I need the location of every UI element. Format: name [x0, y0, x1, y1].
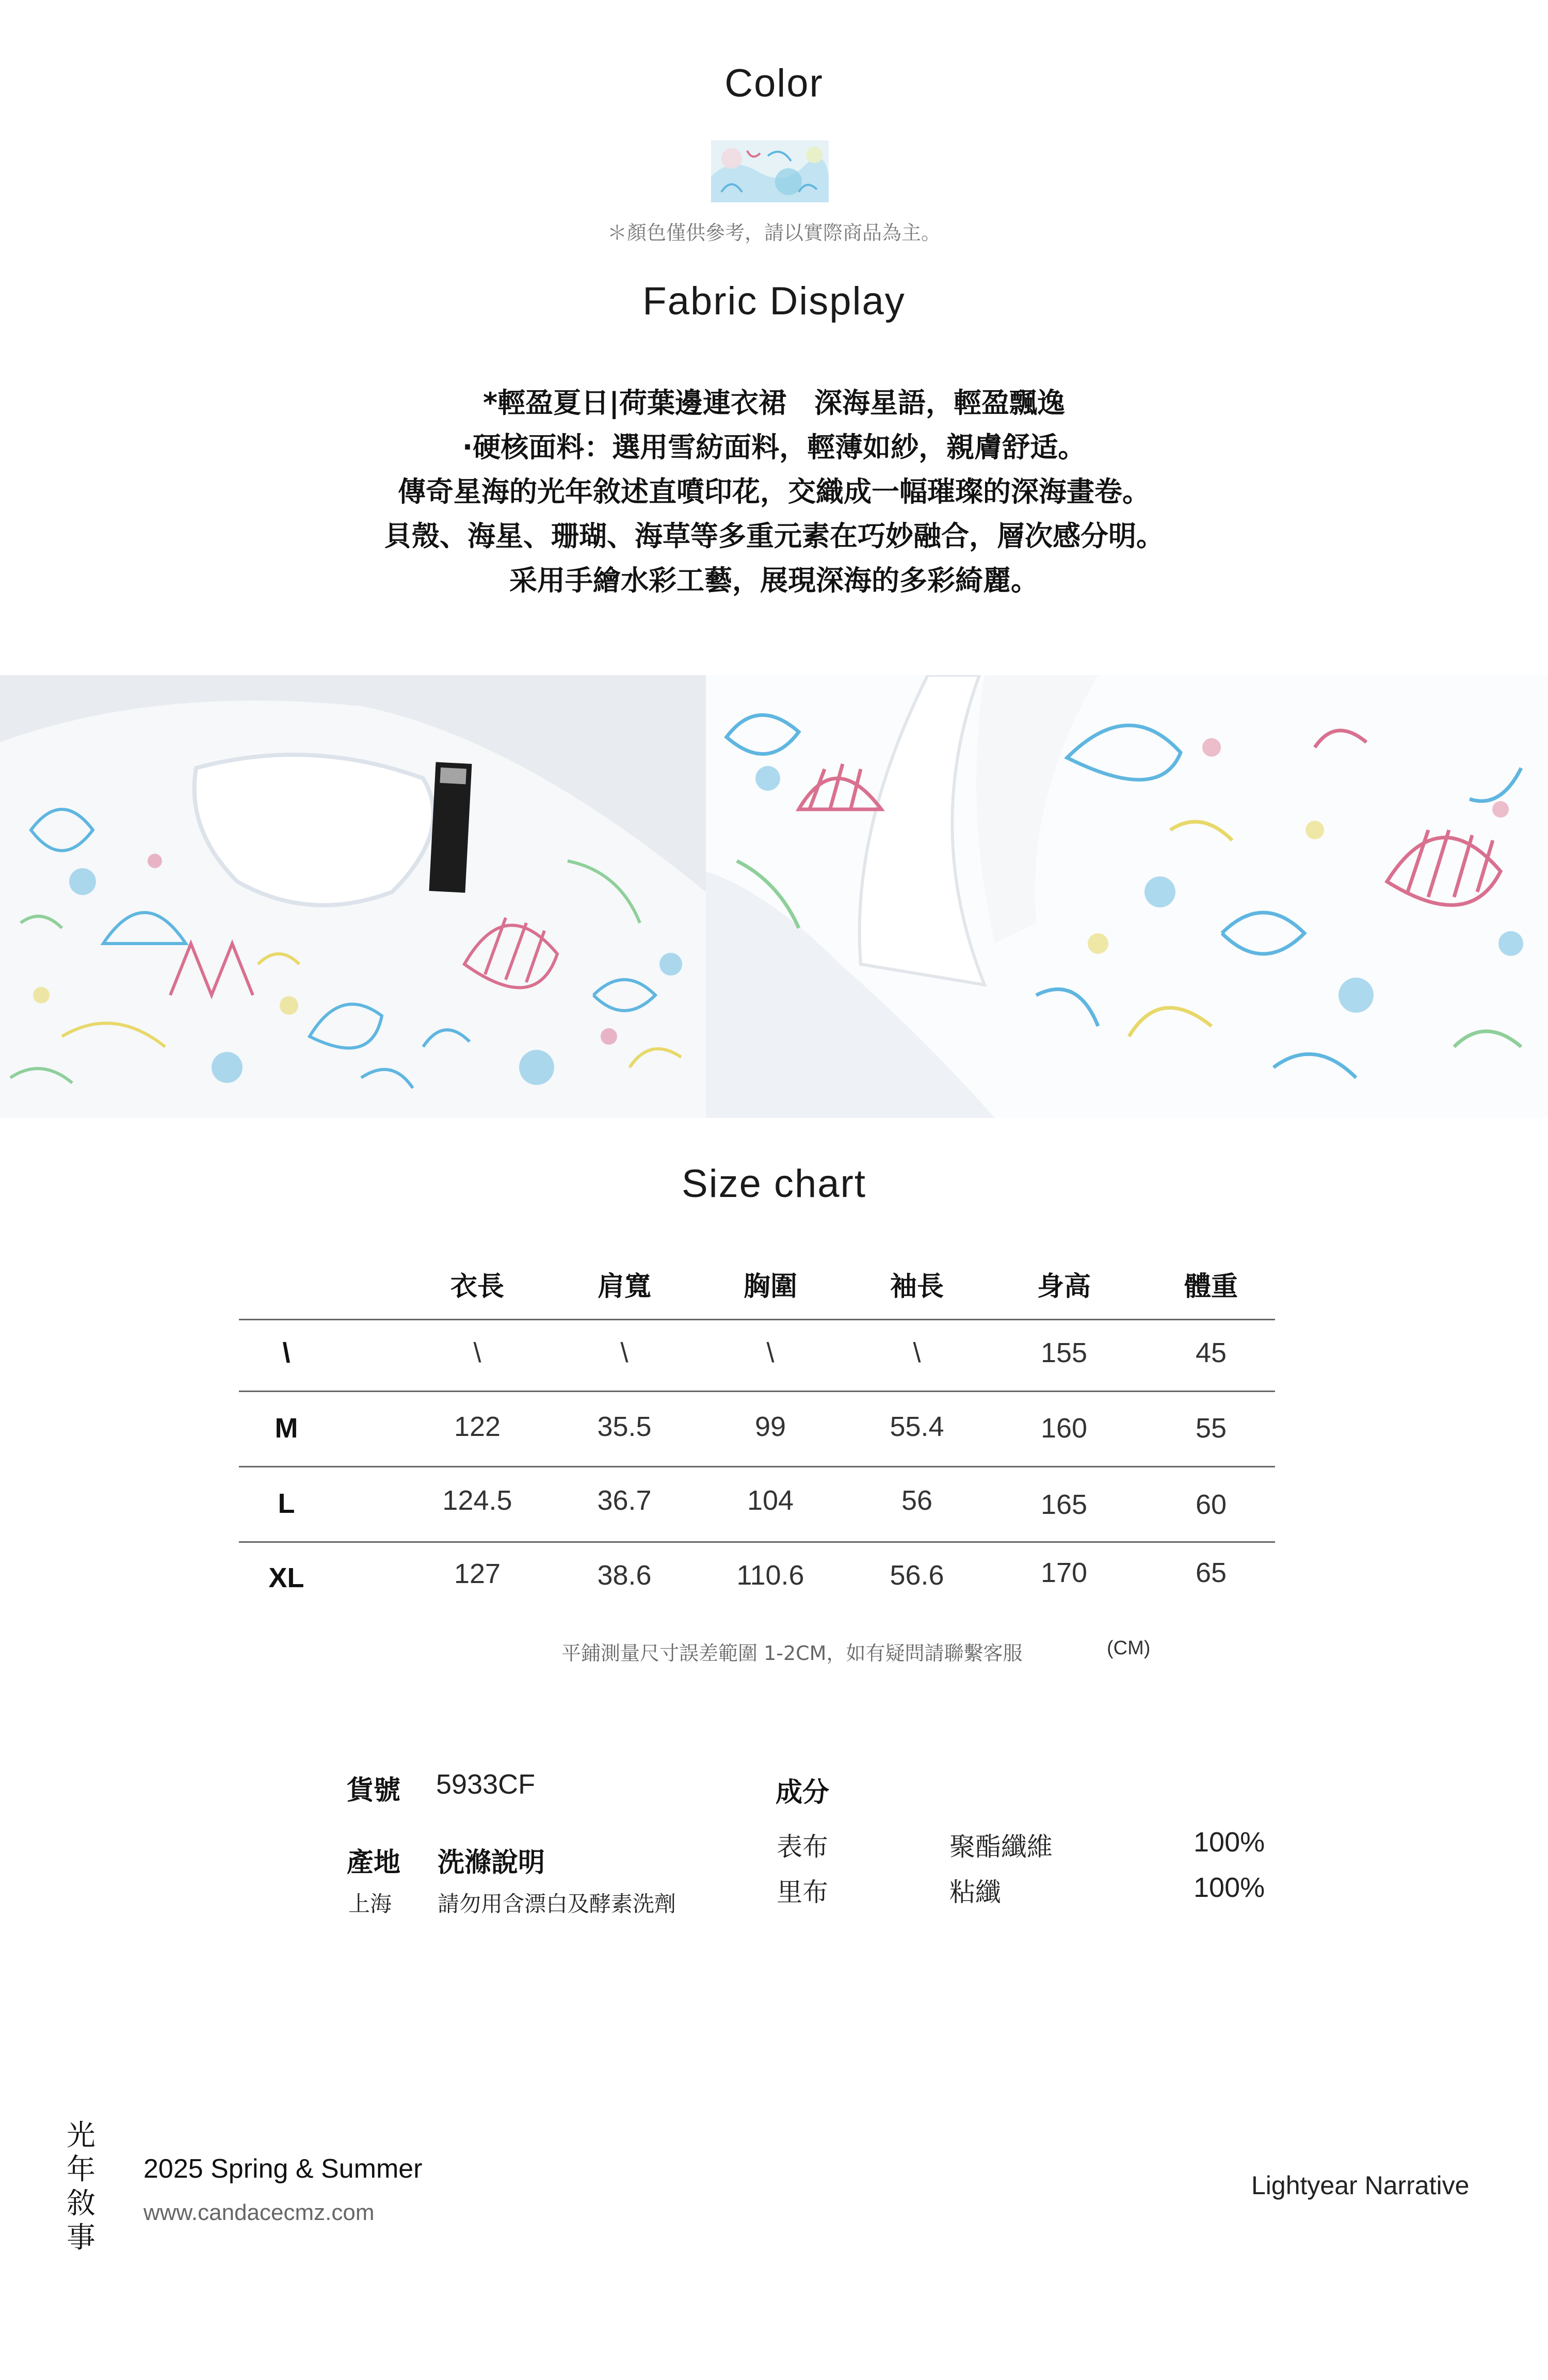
brand-char: 敘 — [67, 2187, 95, 2221]
description-line: 傳奇星海的光年敘述直噴印花，交織成一幅璀璨的深海畫卷。 — [398, 475, 1150, 508]
table-cell: 104 — [747, 1485, 794, 1516]
table-cell: 38.6 — [597, 1560, 652, 1591]
column-header: 身高 — [1037, 1271, 1091, 1302]
table-cell: 127 — [454, 1558, 501, 1589]
size-label: M — [275, 1413, 298, 1444]
table-cell: 155 — [1040, 1337, 1088, 1368]
column-header: 胸圍 — [743, 1271, 797, 1302]
table-cell: \ — [766, 1337, 775, 1368]
column-header: 肩寬 — [597, 1271, 651, 1302]
color-disclaimer: ＊顏色僅供參考，請以實際商品為主。 — [607, 221, 941, 244]
care-value: 請勿用含漂白及酵素洗劑 — [438, 1891, 676, 1916]
size-label: XL — [268, 1562, 304, 1593]
table-cell: 99 — [754, 1411, 786, 1442]
description-line: ·硬核面料：選用雪紡面料，輕薄如紗，親膚舒适。 — [462, 431, 1086, 464]
table-cell: 55.4 — [890, 1411, 944, 1442]
size-chart-unit: (CM) — [1107, 1637, 1151, 1659]
table-cell: 56 — [901, 1485, 933, 1516]
table-divider — [239, 1319, 1275, 1320]
website-link[interactable]: www.candacecmz.com — [143, 2200, 375, 2225]
table-cell: 122 — [454, 1411, 501, 1442]
table-cell: 56.6 — [890, 1560, 944, 1591]
origin-label: 產地 — [347, 1847, 401, 1878]
composition-material: 聚酯纖維 — [949, 1832, 1053, 1862]
size-chart-title: Size chart — [682, 1162, 866, 1206]
size-label: \ — [282, 1337, 291, 1368]
fabric-title: Fabric Display — [642, 279, 906, 323]
composition-percent: 100% — [1194, 1872, 1265, 1903]
composition-percent: 100% — [1194, 1827, 1265, 1858]
composition-material: 粘纖 — [949, 1877, 1001, 1907]
description-line: 貝殼、海星、珊瑚、海草等多重元素在巧妙融合，層次感分明。 — [384, 520, 1164, 552]
table-cell: \ — [620, 1337, 628, 1368]
brand-char: 光 — [67, 2119, 95, 2152]
table-cell: 35.5 — [597, 1411, 652, 1442]
table-cell: 45 — [1195, 1337, 1227, 1368]
composition-part: 表布 — [777, 1832, 828, 1862]
fabric-photo-sleeve — [706, 675, 1548, 1118]
color-title: Color — [724, 61, 824, 105]
table-cell: \ — [473, 1337, 481, 1368]
care-label: 洗滌說明 — [438, 1847, 545, 1878]
brand-char: 年 — [67, 2153, 95, 2186]
column-header: 袖長 — [890, 1271, 944, 1302]
sku-label: 貨號 — [347, 1775, 401, 1806]
brand-vertical-logo — [63, 2119, 99, 2255]
column-header: 衣長 — [450, 1271, 504, 1302]
size-chart-note: 平鋪測量尺寸誤差範圍 1-2CM，如有疑問請聯繫客服 — [561, 1642, 1023, 1665]
table-cell: 36.7 — [597, 1485, 652, 1516]
table-divider — [239, 1466, 1275, 1467]
composition-part: 里布 — [777, 1877, 828, 1907]
table-cell: 170 — [1040, 1557, 1088, 1588]
table-cell: 65 — [1195, 1557, 1227, 1588]
origin-value: 上海 — [348, 1891, 392, 1916]
table-divider — [239, 1541, 1275, 1543]
fabric-photo-neckline — [0, 675, 706, 1118]
description-line: *輕盈夏日|荷葉邊連衣裙 深海星語，輕盈飄逸 — [483, 387, 1065, 419]
brand-tagline: Lightyear Narrative — [1251, 2171, 1470, 2200]
table-cell: 160 — [1040, 1413, 1088, 1444]
description-line: 采用手繪水彩工藝，展現深海的多彩綺麗。 — [509, 564, 1039, 597]
table-divider — [239, 1391, 1275, 1392]
table-cell: 60 — [1195, 1489, 1227, 1520]
color-swatch[interactable] — [711, 140, 829, 202]
table-cell: 165 — [1040, 1489, 1088, 1520]
season-label: 2025 Spring & Summer — [143, 2154, 423, 2184]
fabric-description — [0, 381, 1548, 603]
brand-char: 事 — [67, 2221, 95, 2255]
size-label: L — [278, 1488, 295, 1519]
composition-label: 成分 — [776, 1777, 830, 1808]
table-cell: \ — [913, 1337, 921, 1368]
sku-value: 5933CF — [436, 1769, 536, 1800]
table-cell: 124.5 — [442, 1485, 512, 1516]
table-cell: 55 — [1195, 1413, 1227, 1444]
table-cell: 110.6 — [736, 1560, 804, 1591]
column-header: 體重 — [1184, 1271, 1238, 1302]
